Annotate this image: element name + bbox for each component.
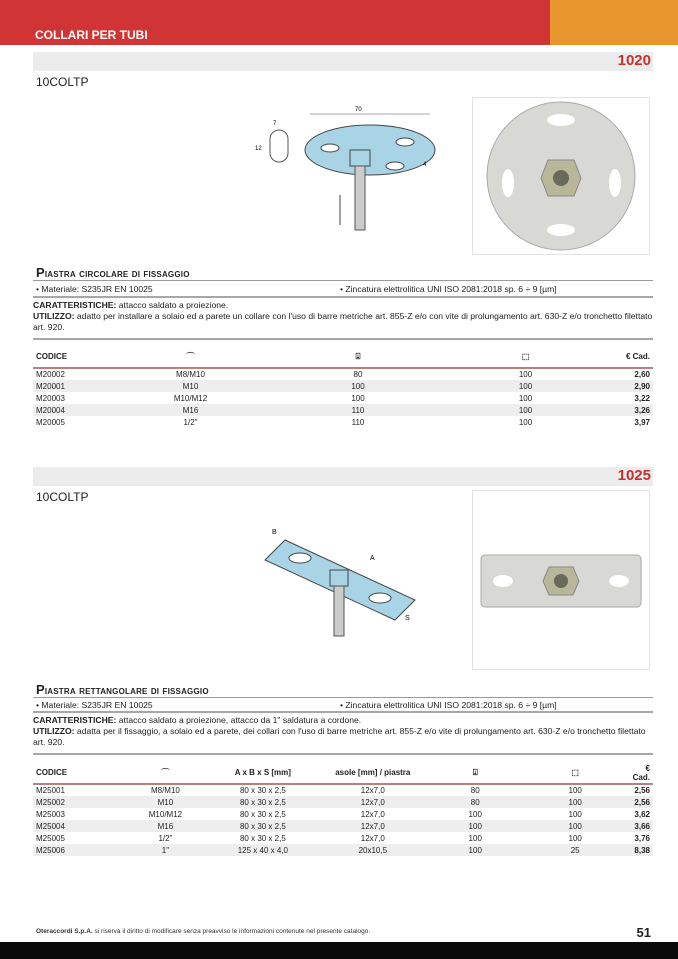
company-name: Oteraccordi S.p.A.: [36, 928, 93, 935]
table-cell: 80 x 30 x 2,5: [213, 796, 313, 808]
table-cell: 80 x 30 x 2,5: [239, 833, 286, 843]
table-cell: 110: [351, 417, 365, 427]
thread-icon: ⌒: [133, 346, 248, 368]
header-accent: [550, 0, 678, 45]
divider: [33, 338, 653, 340]
table-cell: M25005: [36, 833, 65, 843]
table-cell: M16: [133, 404, 248, 416]
table-cell: 100: [518, 796, 633, 808]
table-cell: M20001: [33, 380, 133, 392]
section-bar-1020: [33, 52, 653, 71]
table-cell: 80: [353, 370, 363, 379]
table-cell: 100: [518, 417, 533, 427]
material-spec: • Materiale: S235JR EN 10025: [36, 284, 153, 294]
technical-drawing-circular: [245, 100, 445, 240]
table-cell: 3,66: [633, 820, 653, 832]
table-cell: M8/M10: [176, 370, 205, 379]
table-row: [33, 380, 653, 392]
table-cell: 20x10,5: [313, 844, 433, 856]
table-cell: 100: [518, 393, 533, 403]
table-cell: 100: [468, 404, 583, 416]
table-cell: 100: [568, 809, 582, 819]
table-cell: M10: [133, 380, 248, 392]
description: [33, 300, 655, 333]
characteristics-label: CARATTERISTICHE:: [33, 300, 117, 310]
col-code: CODICE: [33, 346, 133, 368]
table-cell: 100: [468, 833, 482, 843]
table-cell: 2,56: [634, 786, 650, 795]
divider: [33, 697, 653, 698]
col-code: CODICE: [33, 762, 118, 784]
table-cell: 100: [433, 820, 518, 832]
svg-text:B: B: [272, 529, 277, 536]
table-cell: M25004: [33, 820, 118, 832]
table-cell: 2,56: [633, 796, 653, 808]
table-cell: 80 x 30 x 2,5: [239, 786, 286, 795]
col-price: € Cad.: [633, 762, 653, 784]
usage-label: UTILIZZO:: [33, 311, 75, 321]
header-title: COLLARI PER TUBI: [35, 28, 148, 42]
divider: [33, 280, 653, 281]
table-row: [33, 416, 653, 428]
characteristics-label: CARATTERISTICHE:: [33, 715, 117, 725]
table-cell: M20002: [36, 370, 65, 379]
usage-label: UTILIZZO:: [33, 726, 75, 736]
table-cell: M10/M12: [148, 809, 183, 819]
table-row: [33, 808, 653, 820]
product-photo-circular: [472, 97, 650, 255]
table-cell: 80 x 30 x 2,5: [213, 820, 313, 832]
coating-spec: • Zincatura elettrolitica UNI ISO 2081:2018 sp. 6 ÷ 9 [µm]: [340, 284, 557, 294]
divider: [33, 711, 653, 713]
col-slots: asole [mm] / piastra: [313, 762, 433, 784]
table-cell: M16: [118, 820, 213, 832]
table-cell: M25002: [33, 796, 118, 808]
table-cell: 80 x 30 x 2,5: [239, 809, 286, 819]
table-cell: 12x7,0: [360, 786, 385, 795]
price-table-1025: [33, 762, 653, 856]
table-cell: 12x7,0: [360, 833, 385, 843]
article-number: 1025: [617, 467, 651, 484]
table-cell: 110: [248, 404, 468, 416]
product-photo-rectangular: [472, 490, 650, 670]
product-title: Piastra circolare di fissaggio: [36, 265, 190, 280]
page-number: 51: [636, 925, 651, 940]
table-cell: 125 x 40 x 4,0: [213, 844, 313, 856]
table-header: [33, 346, 653, 368]
table-row: [33, 368, 653, 380]
table-cell: 100: [351, 393, 365, 403]
description: [33, 715, 655, 748]
svg-text:A: A: [370, 555, 375, 562]
table-cell: 100: [568, 786, 582, 795]
table-cell: 12x7,0: [313, 796, 433, 808]
divider: [33, 753, 653, 755]
table-cell: 1": [118, 844, 213, 856]
usage-text: adatto per installare a solaio ed a parete un collare con l'uso di barre metriche art. 855-Z e/o con vite di prolungamento art. 630-Z e/o tronchetto filettato art. 920.: [33, 311, 653, 332]
bottom-bar: [0, 942, 678, 959]
table-cell: M25001: [36, 786, 65, 795]
table-cell: 1/2": [158, 833, 173, 843]
technical-drawing-rectangular: [240, 520, 430, 650]
table-cell: 3,76: [634, 833, 650, 843]
table-cell: 12x7,0: [360, 809, 385, 819]
table-row: [33, 820, 653, 832]
table-cell: M20005: [36, 417, 65, 427]
svg-text:7: 7: [273, 121, 277, 127]
table-cell: 3,97: [634, 417, 650, 427]
characteristics-text: attacco saldato a proiezione.: [116, 300, 229, 310]
price-table-1020: [33, 346, 653, 428]
table-cell: 100: [433, 844, 518, 856]
table-cell: 80: [433, 796, 518, 808]
table-cell: M25006: [33, 844, 118, 856]
product-code: 10COLTP: [36, 75, 89, 89]
svg-text:S: S: [405, 615, 410, 622]
box-icon: ⬚: [468, 346, 583, 368]
table-cell: 100: [568, 833, 582, 843]
svg-text:70: 70: [355, 107, 362, 113]
table-cell: 1/2": [183, 417, 198, 427]
box-icon: ⬚: [518, 762, 633, 784]
table-row: [33, 404, 653, 416]
table-cell: 2,90: [583, 380, 653, 392]
characteristics-text: attacco saldato a proiezione, attacco da 1" saldatura a cordone.: [116, 715, 362, 725]
product-title: Piastra rettangolare di fissaggio: [36, 682, 209, 697]
coating-spec: • Zincatura elettrolitica UNI ISO 2081:2018 sp. 6 ÷ 9 [µm]: [340, 700, 557, 710]
table-header: [33, 762, 653, 784]
table-cell: M20004: [33, 404, 133, 416]
table-cell: M10: [118, 796, 213, 808]
table-cell: 80: [470, 786, 480, 795]
divider: [33, 296, 653, 298]
table-cell: 25: [518, 844, 633, 856]
table-cell: 8,38: [633, 844, 653, 856]
footer-notice: si riserva il diritto di modificare senza preavviso le informazioni contenute nel presente catalogo.: [92, 928, 371, 935]
table-cell: 3,22: [634, 393, 650, 403]
col-price: € Cad.: [583, 346, 653, 368]
table-row: [33, 832, 653, 844]
col-dimensions: A x B x S [mm]: [213, 762, 313, 784]
table-cell: M8/M10: [150, 786, 180, 795]
svg-text:12: 12: [255, 146, 262, 152]
table-cell: M20003: [36, 393, 65, 403]
product-code: 10COLTP: [36, 490, 89, 504]
table-cell: 100: [468, 809, 482, 819]
table-cell: 100: [518, 370, 533, 379]
table-cell: 3,26: [583, 404, 653, 416]
table-cell: 100: [518, 820, 633, 832]
material-spec: • Materiale: S235JR EN 10025: [36, 700, 153, 710]
table-row: [33, 844, 653, 856]
usage-text: adatta per il fissaggio, a solaio ed a parete, dei collari con l'uso di barre metriche art. 855-Z e/o vite di prolungamento art. 630-Z e/o tronchetto filettato art. 920.: [33, 726, 646, 747]
table-cell: 3,62: [634, 809, 650, 819]
weight-icon: ⍗: [248, 346, 468, 368]
footer-note: [36, 928, 370, 935]
table-row: [33, 796, 653, 808]
thread-icon: ⌒: [118, 762, 213, 784]
table-cell: 100: [248, 380, 468, 392]
weight-icon: ⍗: [433, 762, 518, 784]
svg-text:4: 4: [423, 162, 427, 168]
table-cell: 100: [468, 380, 583, 392]
table-cell: 12x7,0: [313, 820, 433, 832]
table-cell: M10/M12: [173, 393, 208, 403]
table-cell: M25003: [36, 809, 65, 819]
table-row: [33, 784, 653, 796]
table-row: [33, 392, 653, 404]
section-bar-1025: [33, 467, 653, 486]
article-number: 1020: [617, 52, 651, 69]
table-cell: 2,60: [634, 370, 650, 379]
